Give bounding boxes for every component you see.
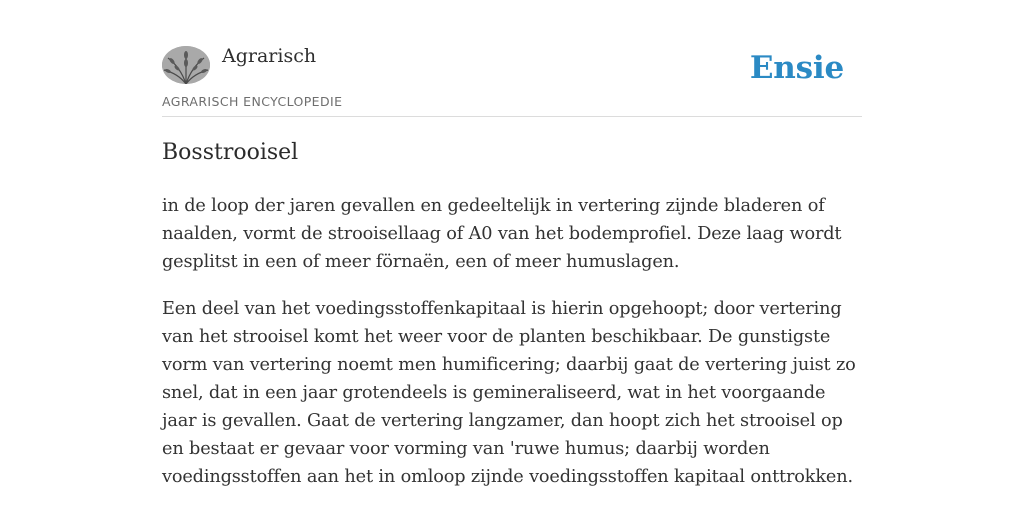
header	[162, 0, 862, 117]
brand-logo[interactable]: Ensie	[749, 50, 844, 86]
wheat-icon	[162, 46, 210, 84]
paragraph: Een deel van het voedingsstoffenkapitaal is hierin opgehoopt; door vertering van het strooisel komt het weer voor de planten beschikbaar. De gunstigste vorm van vertering noemt men humificering; daarbij gaat de vertering juist zo snel, dat in een jaar grotendeels is gemineraliseerd, wat in het voorgaande jaar is gevallen. Gaat de vertering langzamer, dan hoopt zich het strooisel op en bestaat er gevaar voor vorming van 'ruwe humus; daarbij worden voedingsstoffen aan het in omloop zijnde voedingsstoffen kapitaal onttrokken.	[162, 299, 856, 487]
page-title: Bosstrooisel	[162, 140, 299, 165]
source-subtitle: AGRARISCH ENCYCLOPEDIE	[162, 94, 343, 109]
paragraph: in de loop der jaren gevallen en gedeeltelijk in vertering zijnde bladeren of naalden, vormt de strooisellaag of A0 van het bodemprofiel. Deze laag wordt gesplitst in een of meer förnaën, een of meer humuslagen.	[162, 196, 842, 272]
article-body	[162, 192, 862, 510]
avatar[interactable]	[162, 46, 210, 84]
page	[162, 0, 862, 512]
source-name[interactable]: Agrarisch	[222, 45, 317, 67]
